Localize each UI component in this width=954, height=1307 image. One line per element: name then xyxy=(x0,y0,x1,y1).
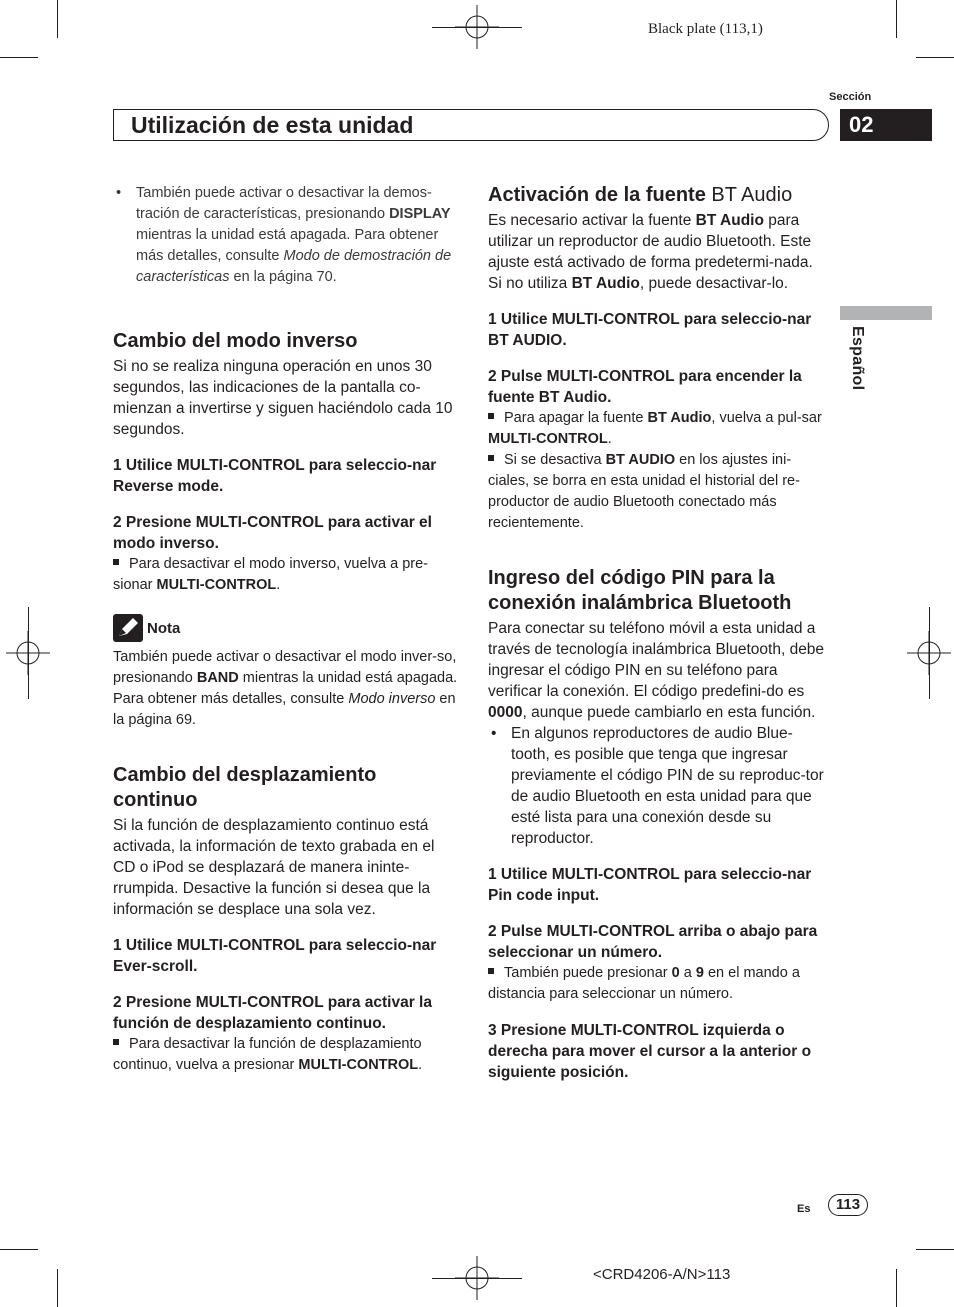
language-tab xyxy=(840,306,932,320)
list-item: • También puede activar o desactivar la demos-tración de características, presionando DISPLAY mientras la unidad está apagada. Para obtener más detalles, consulte Modo de demostración de características en la página 70. xyxy=(116,185,452,285)
section-number-badge: 02 xyxy=(840,109,932,141)
language-code: Es xyxy=(797,1203,811,1215)
section-label: Sección xyxy=(829,91,872,103)
list-item: Para desactivar el modo inverso, vuelva a pre-sionar MULTI-CONTROL. xyxy=(113,556,429,593)
square-bullet-icon xyxy=(488,413,494,419)
section-body: Es necesario activar la fuente BT Audio para utilizar un reproductor de audio Bluetooth. Este ajuste está activado de forma predetermi-nada. Si no utiliza BT Audio, puede desactivar-lo. xyxy=(488,212,813,292)
document-code: <CRD4206-A/N>113 xyxy=(593,1266,731,1283)
crop-mark xyxy=(432,1278,522,1279)
crop-mark xyxy=(432,27,522,28)
note-pencil-icon xyxy=(113,614,143,642)
section-body: Si la función de desplazamiento continuo está activada, la información de texto grabada en el CD o iPod se desplazará de manera ininte-rrumpida. Desactive la función si desea que la información se desplace una sola vez. xyxy=(113,817,435,918)
crop-mark xyxy=(916,57,954,58)
left-column xyxy=(113,183,458,1076)
section-body: Si no se realiza ninguna operación en unos 30 segundos, las indicaciones de la pantalla co-mienzan a invertirse y siguen haciéndolo cada 10 segundos. xyxy=(113,358,453,438)
list-item: Para desactivar la función de desplazamiento continuo, vuelva a presionar MULTI-CONTROL. xyxy=(113,1036,423,1073)
step-2: 2 Presione MULTI-CONTROL para activar el modo inverso. xyxy=(113,514,432,552)
crop-mark xyxy=(28,607,29,699)
step-2: 2 Pulse MULTI-CONTROL arriba o abajo para seleccionar un número. xyxy=(488,923,818,961)
list-item: También puede presionar 0 a 9 en el mando a distancia para seleccionar un número. xyxy=(488,965,800,1002)
step-2: 2 Presione MULTI-CONTROL para activar la función de desplazamiento continuo. xyxy=(113,994,432,1032)
step-3: 3 Presione MULTI-CONTROL izquierda o derecha para mover el cursor a la anterior o siguiente posición. xyxy=(488,1022,812,1081)
page-title: Utilización de esta unidad xyxy=(131,112,414,138)
crop-mark xyxy=(929,607,930,699)
language-label: Español xyxy=(849,326,866,391)
bullet-icon: • xyxy=(491,725,497,742)
crop-mark xyxy=(0,57,38,58)
step-1: 1 Utilice MULTI-CONTROL para seleccio-nar Pin code input. xyxy=(488,866,812,904)
section-heading: Ingreso del código PIN para la conexión inalámbrica Bluetooth xyxy=(488,567,792,614)
header-title-bar xyxy=(113,109,829,141)
square-bullet-icon xyxy=(488,455,494,461)
crop-mark xyxy=(57,0,58,38)
crop-mark xyxy=(916,1249,954,1250)
square-bullet-icon xyxy=(488,968,494,974)
right-column xyxy=(488,183,830,1083)
crop-mark xyxy=(0,1249,38,1250)
section-heading: Cambio del desplazamiento continuo xyxy=(113,764,377,811)
page-number: 113 xyxy=(828,1194,868,1216)
list-item: Para apagar la fuente BT Audio, vuelva a pul-sar MULTI-CONTROL. xyxy=(488,410,822,447)
section-body: Para conectar su teléfono móvil a esta unidad a través de tecnología inalámbrica Bluetooth, debe ingresar el código PIN en su teléfono para verificar la conexión. El código predefini-do es 0000, aunque puede cambiarlo en esta función. xyxy=(488,620,825,721)
note-body: También puede activar o desactivar el modo inver-so, presionando BAND mientras la unidad está apagada. Para obtener más detalles, consulte Modo inverso en la página 69. xyxy=(113,649,458,728)
plate-label: Black plate (113,1) xyxy=(648,21,763,37)
note-heading: Nota xyxy=(113,614,458,642)
step-1: 1 Utilice MULTI-CONTROL para seleccio-nar Ever-scroll. xyxy=(113,937,437,975)
list-item: Si se desactiva BT AUDIO en los ajustes ini-ciales, se borra en esta unidad el historial del re-productor de audio Bluetooth conectado más recientemente. xyxy=(488,452,800,531)
crop-mark xyxy=(57,1269,58,1307)
square-bullet-icon xyxy=(113,1039,119,1045)
crop-mark xyxy=(896,0,897,38)
list-item: • En algunos reproductores de audio Blue-tooth, es posible que tenga que ingresar previamente el código PIN de su reproduc-tor de audio Bluetooth en esta unidad para que esté lista para una conexión desde su reproductor. xyxy=(491,725,824,847)
crop-mark xyxy=(896,1269,897,1307)
step-1: 1 Utilice MULTI-CONTROL para seleccio-nar Reverse mode. xyxy=(113,457,437,495)
step-1: 1 Utilice MULTI-CONTROL para seleccio-nar BT AUDIO. xyxy=(488,311,812,349)
step-2: 2 Pulse MULTI-CONTROL para encender la fuente BT Audio. xyxy=(488,368,802,406)
section-heading: Activación de la fuente BT Audio xyxy=(488,184,793,206)
section-heading: Cambio del modo inverso xyxy=(113,330,358,352)
square-bullet-icon xyxy=(113,559,119,565)
bullet-icon: • xyxy=(116,185,122,201)
